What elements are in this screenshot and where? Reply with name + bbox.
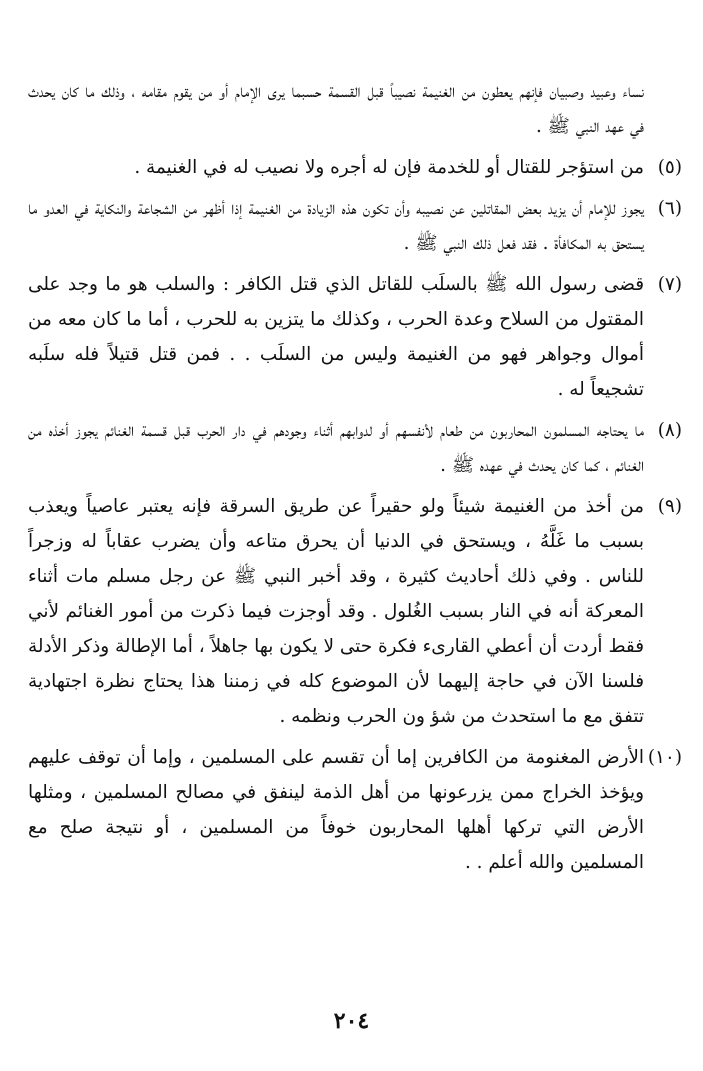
document-page — [28, 74, 682, 886]
item-text: يجوز للإمام أن يزيد بعض المقاتلين عن نصيبه وأن تكون هذه الزيادة من الغنيمة إذا أظهر من الشجاعة والنكاية في العدو ما يستحق به المكافأة . فقد فعل ذلك النبي ﷺ . — [28, 198, 644, 254]
list-item — [28, 150, 682, 185]
item-number: (٦) — [657, 198, 682, 219]
item-number: (٨) — [657, 420, 682, 441]
item-number: (٩) — [657, 496, 682, 517]
item-text: من استؤجر للقتال أو للخدمة فإن له أجره ولا نصيب له في الغنيمة . — [134, 157, 644, 178]
list-item — [28, 413, 682, 483]
page-number: ٢٠٤ — [333, 1008, 370, 1034]
item-text: من أخذ من الغنيمة شيئاً ولو حقيراً عن طريق السرقة فإنه يعتبر عاصياً ويعذب بسبب ما غَلَّهُ ، ويستحق في الدنيا أن يحرق متاعه وأن يضرب عقاباً له وزجراً للناس . وفي ذلك أحاديث كثيرة ، وقد أخبر النبي ﷺ عن رجل مسلم مات أثناء المعركة أنه في النار بسبب الغُلول . وقد أوجزت فيما ذكرت من أمور الغنائم لأني فقط أردت أن أعطي القارىء فكرة حتى لا يكون بها جاهلاً ، أما الإطالة وذكر الأدلة فلسنا الآن في حاجة إليهما لأن الموضوع كله في زمننا هذا يحتاج نظرة اجتهادية تتفق مع ما استحدث من شؤ ون الحرب ونظمه . — [28, 496, 644, 727]
continuation-paragraph: نساء وعبيد وصبيان فإنهم يعطون من الغنيمة نصيباً قبل القسمة حسبما يرى الإمام أو من يقوم مقامه ، وذلك ما كان يحدث في عهد النبي ﷺ . — [28, 81, 644, 137]
item-number: (١٠) — [647, 747, 682, 768]
list-item — [28, 267, 682, 407]
list-item — [28, 740, 682, 880]
list-item — [28, 489, 682, 734]
item-text: ما يحتاجه المسلمون المحاربون من طعام لأنفسهم أو لدوابهم أثناء وجودهم في دار الحرب قبل قسمة الغنائم يجوز أخذه من الغنائم ، كما كان يحدث في عهده ﷺ . — [28, 420, 644, 476]
item-text: الأرض المغنومة من الكافرين إما أن تقسم على المسلمين ، وإما أن توقف عليهم ويؤخذ الخراج ممن يزرعونها من أهل الذمة لينفق في مصالح المسلمين ، ومثلها الأرض التي تركها أهلها المحاربون خوفاً من المسلمين ، أو نتيجة صلح مع المسلمين والله أعلم . . — [28, 747, 644, 873]
item-number: (٧) — [657, 274, 682, 295]
list-item — [28, 191, 682, 261]
item-number: (٥) — [657, 157, 682, 178]
item-text: قضى رسول الله ﷺ بالسلَب للقاتل الذي قتل الكافر : والسلب هو ما وجد على المقتول من السلاح وعدة الحرب ، وكذلك ما يتزين به للحرب ، أما ما كان معه من أموال وجواهر فهو من الغنيمة وليس من السلَب . . فمن قتل قتيلاً فله سلَبه تشجيعاً له . — [28, 274, 644, 400]
